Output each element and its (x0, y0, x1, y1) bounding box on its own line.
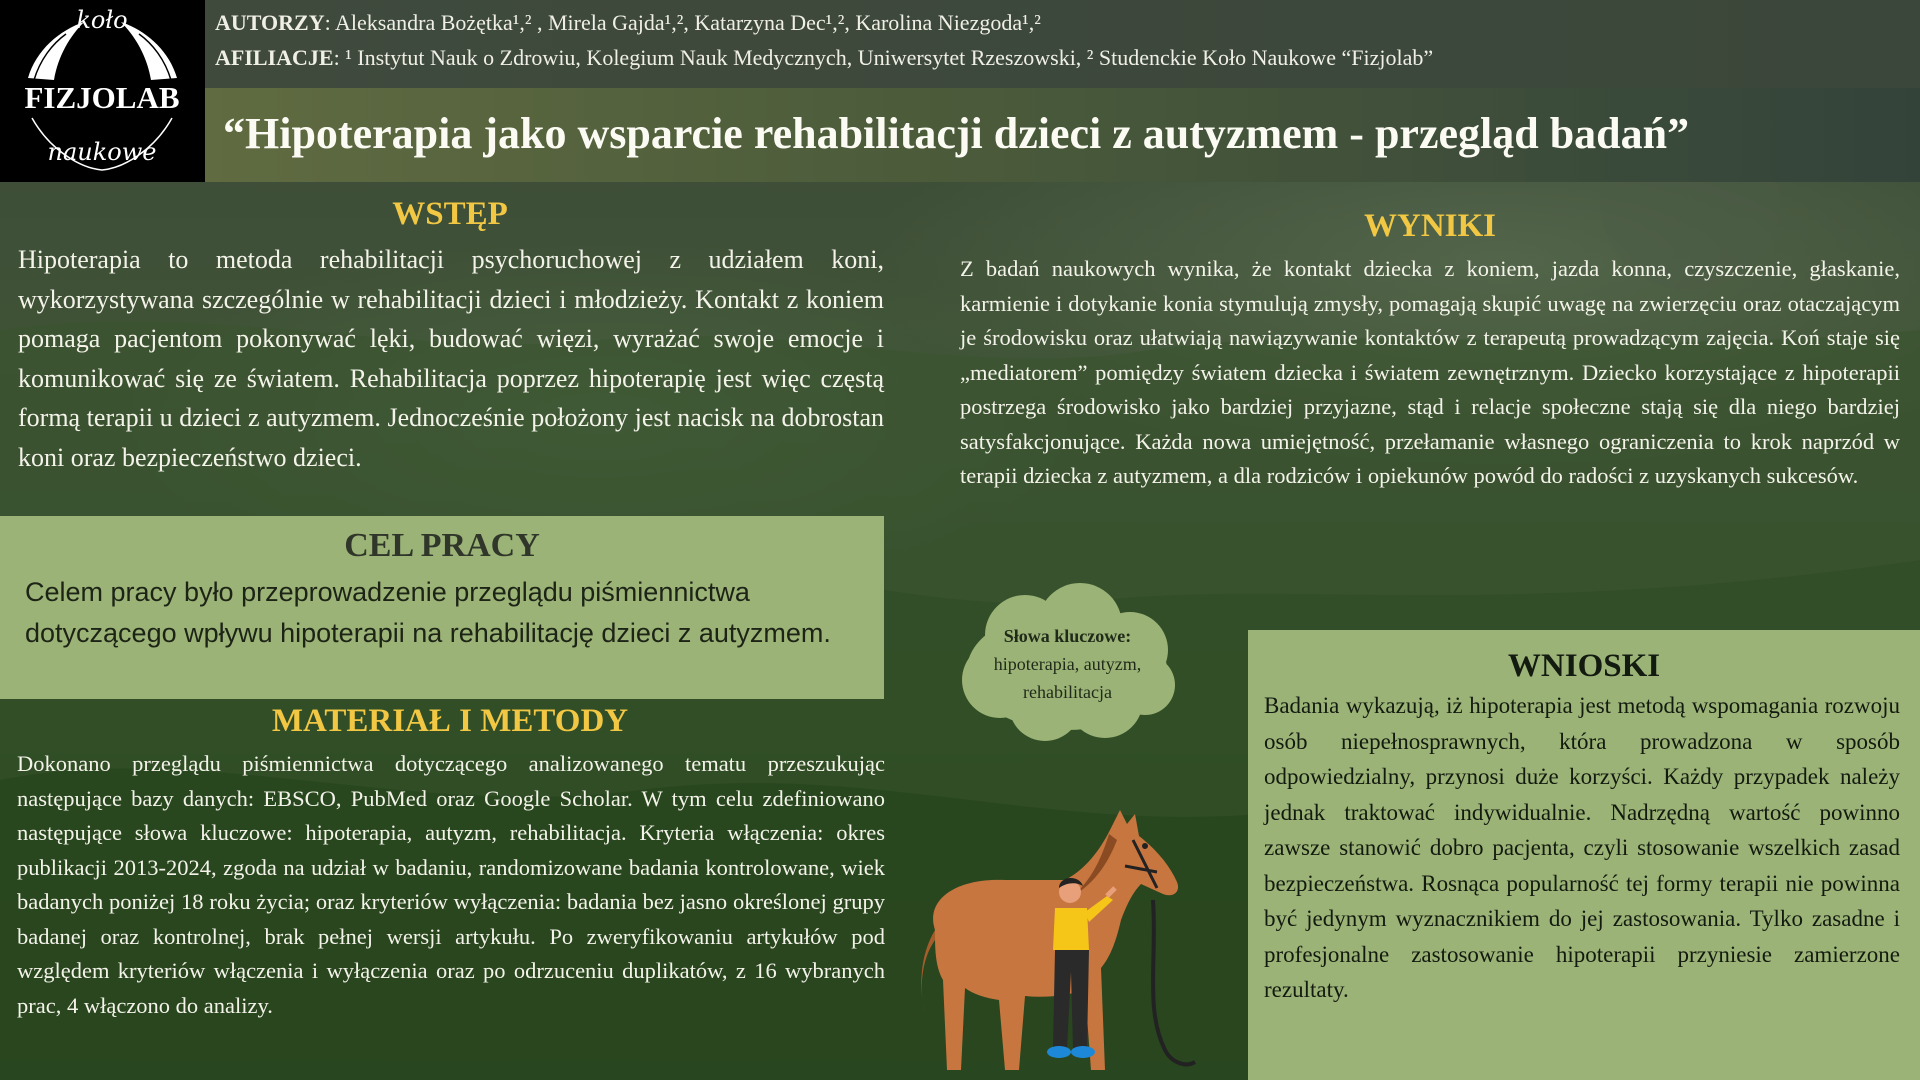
poster-title: “Hipoterapia jako wsparcie rehabilitacji dzieci z autyzmem - przegląd badań” (223, 109, 1690, 158)
wstep-text: Hipoterapia to metoda rehabilitacji psychoruchowej z udziałem koni, wykorzystywana szczególnie w rehabilitacji dzieci i młodzieży. Kontakt z koniem pomaga pacjentom pokonywać lęki, budować więzi, wyrażać swoje emocje i komunikować się ze światem. Rehabilitacja poprzez hipoterapię jest więc częstą formą terapii u dzieci z autyzmem. Jednocześnie położony jest nacisk na dobrostan koni oraz bezpieczeństwo dzieci. (18, 245, 884, 472)
affiliations-line (205, 40, 1920, 75)
fizjolab-logo (0, 0, 205, 182)
authors-label: AUTORZY (215, 10, 325, 35)
wnioski-text: Badania wykazują, iż hipoterapia jest metodą wspomagania rozwoju osób niepełnosprawnych, która prowadzona w sposób odpowiedzialny, przynosi duże korzyści. Każdy przypadek należy jednak traktować indywidualnie. Nadrzędną wartość powinno zawsze stanowić dobro pacjenta, czyli stosowanie wszelkich zasad bezpieczeństwa. Rosnąca popularność tej formy terapii nie powinna być jedynym wyznacznikiem do jej zastosowania. Tylko zasadne i profesjonalne zastosowanie hipoterapii przyniesie zamierzone rezultaty. (1264, 693, 1900, 1002)
wstep-heading: WSTĘP (392, 196, 508, 232)
wyniki-heading: WYNIKI (1363, 208, 1497, 244)
keywords-label: Słowa kluczowe: (1003, 626, 1132, 646)
logo-top-text: koło (76, 6, 128, 34)
wyniki-text: Z badań naukowych wynika, że kontakt dziecka z koniem, jazda konna, czyszczenie, głaskanie, karmienie i dotykanie konia stymulują zmysły, pomagają skupić uwagę na zwierzęciu oraz otaczającym je środowisku oraz ułatwiają nawiązywanie kontaktów z terapeutą prowadzącym zajęcia. Koń staje się „mediatorem” pomiędzy światem dziecka i światem zewnętrznym. Dziecko korzystające z hipoterapii postrzega środowisko jako bardziej przyjazne, stąd i relacje społeczne stają się dla niego bardziej satysfakcjonujące. Każda nowa umiejętność, przełamanie własnego ograniczenia to krok naprzód w terapii dziecka z autyzmem, a dla rodziców i opiekunów powód do radości z uzyskanych sukcesów. (960, 256, 1900, 488)
keywords-cloud (955, 580, 1180, 748)
cel-text: Celem pracy było przeprowadzenie przeglądu piśmiennictwa dotyczącego wpływu hipoterapii na rehabilitację dzieci z autyzmem. (25, 577, 831, 648)
authors-bar (205, 0, 1920, 88)
wnioski-box (1248, 630, 1920, 1080)
wnioski-heading: WNIOSKI (1507, 648, 1661, 684)
cel-heading: CEL PRACY (344, 527, 540, 564)
horse-icon (921, 810, 1178, 1070)
logo-bottom-text: naukowe (47, 138, 157, 166)
logo-main-text: FIZJOLAB (24, 80, 180, 115)
affiliations-list: : ¹ Instytut Nauk o Zdrowiu, Kolegium Nauk Medycznych, Uniwersytet Rzeszowski, ² Studenckie Koło Naukowe “Fizjolab” (333, 45, 1434, 70)
metody-heading: MATERIAŁ I METODY (271, 703, 629, 739)
affiliations-label: AFILIACJE (215, 45, 334, 70)
metody-text: Dokonano przeglądu piśmiennictwa dotyczącego analizowanego tematu przeszukując następujące bazy danych: EBSCO, PubMed oraz Google Scholar. W tym celu zdefiniowano następujące słowa kluczowe: hipoterapia, autyzm, rehabilitacja. Kryteria włączenia: okres publikacji 2013-2024, zgoda na udział w badaniu, randomizowane badania kontrolowane, wiek badanych poniżej 18 roku życia; oraz kryteriów wyłączenia: badania bez jasno określonej grupy badanej oraz kontrolnej, brak pełnej wersji artykułu. Po zweryfikowaniu artykułów pod względem kryteriów włączenia i wyłączenia oraz po odrzuceniu duplikatów, z 16 wybranych prac, 4 włączono do analizy. (17, 751, 885, 1018)
cel-pracy-box (0, 516, 884, 699)
title-bar (205, 88, 1920, 182)
keywords-line2: rehabilitacja (1023, 682, 1112, 702)
keywords-line1: hipoterapia, autyzm, (993, 654, 1142, 674)
authors-line (205, 0, 1920, 40)
authors-list: : Aleksandra Bożętka¹,² , Mirela Gajda¹,², Katarzyna Dec¹,², Karolina Niezgoda¹,² (324, 10, 1041, 35)
horse-girl-illustration (895, 800, 1235, 1080)
